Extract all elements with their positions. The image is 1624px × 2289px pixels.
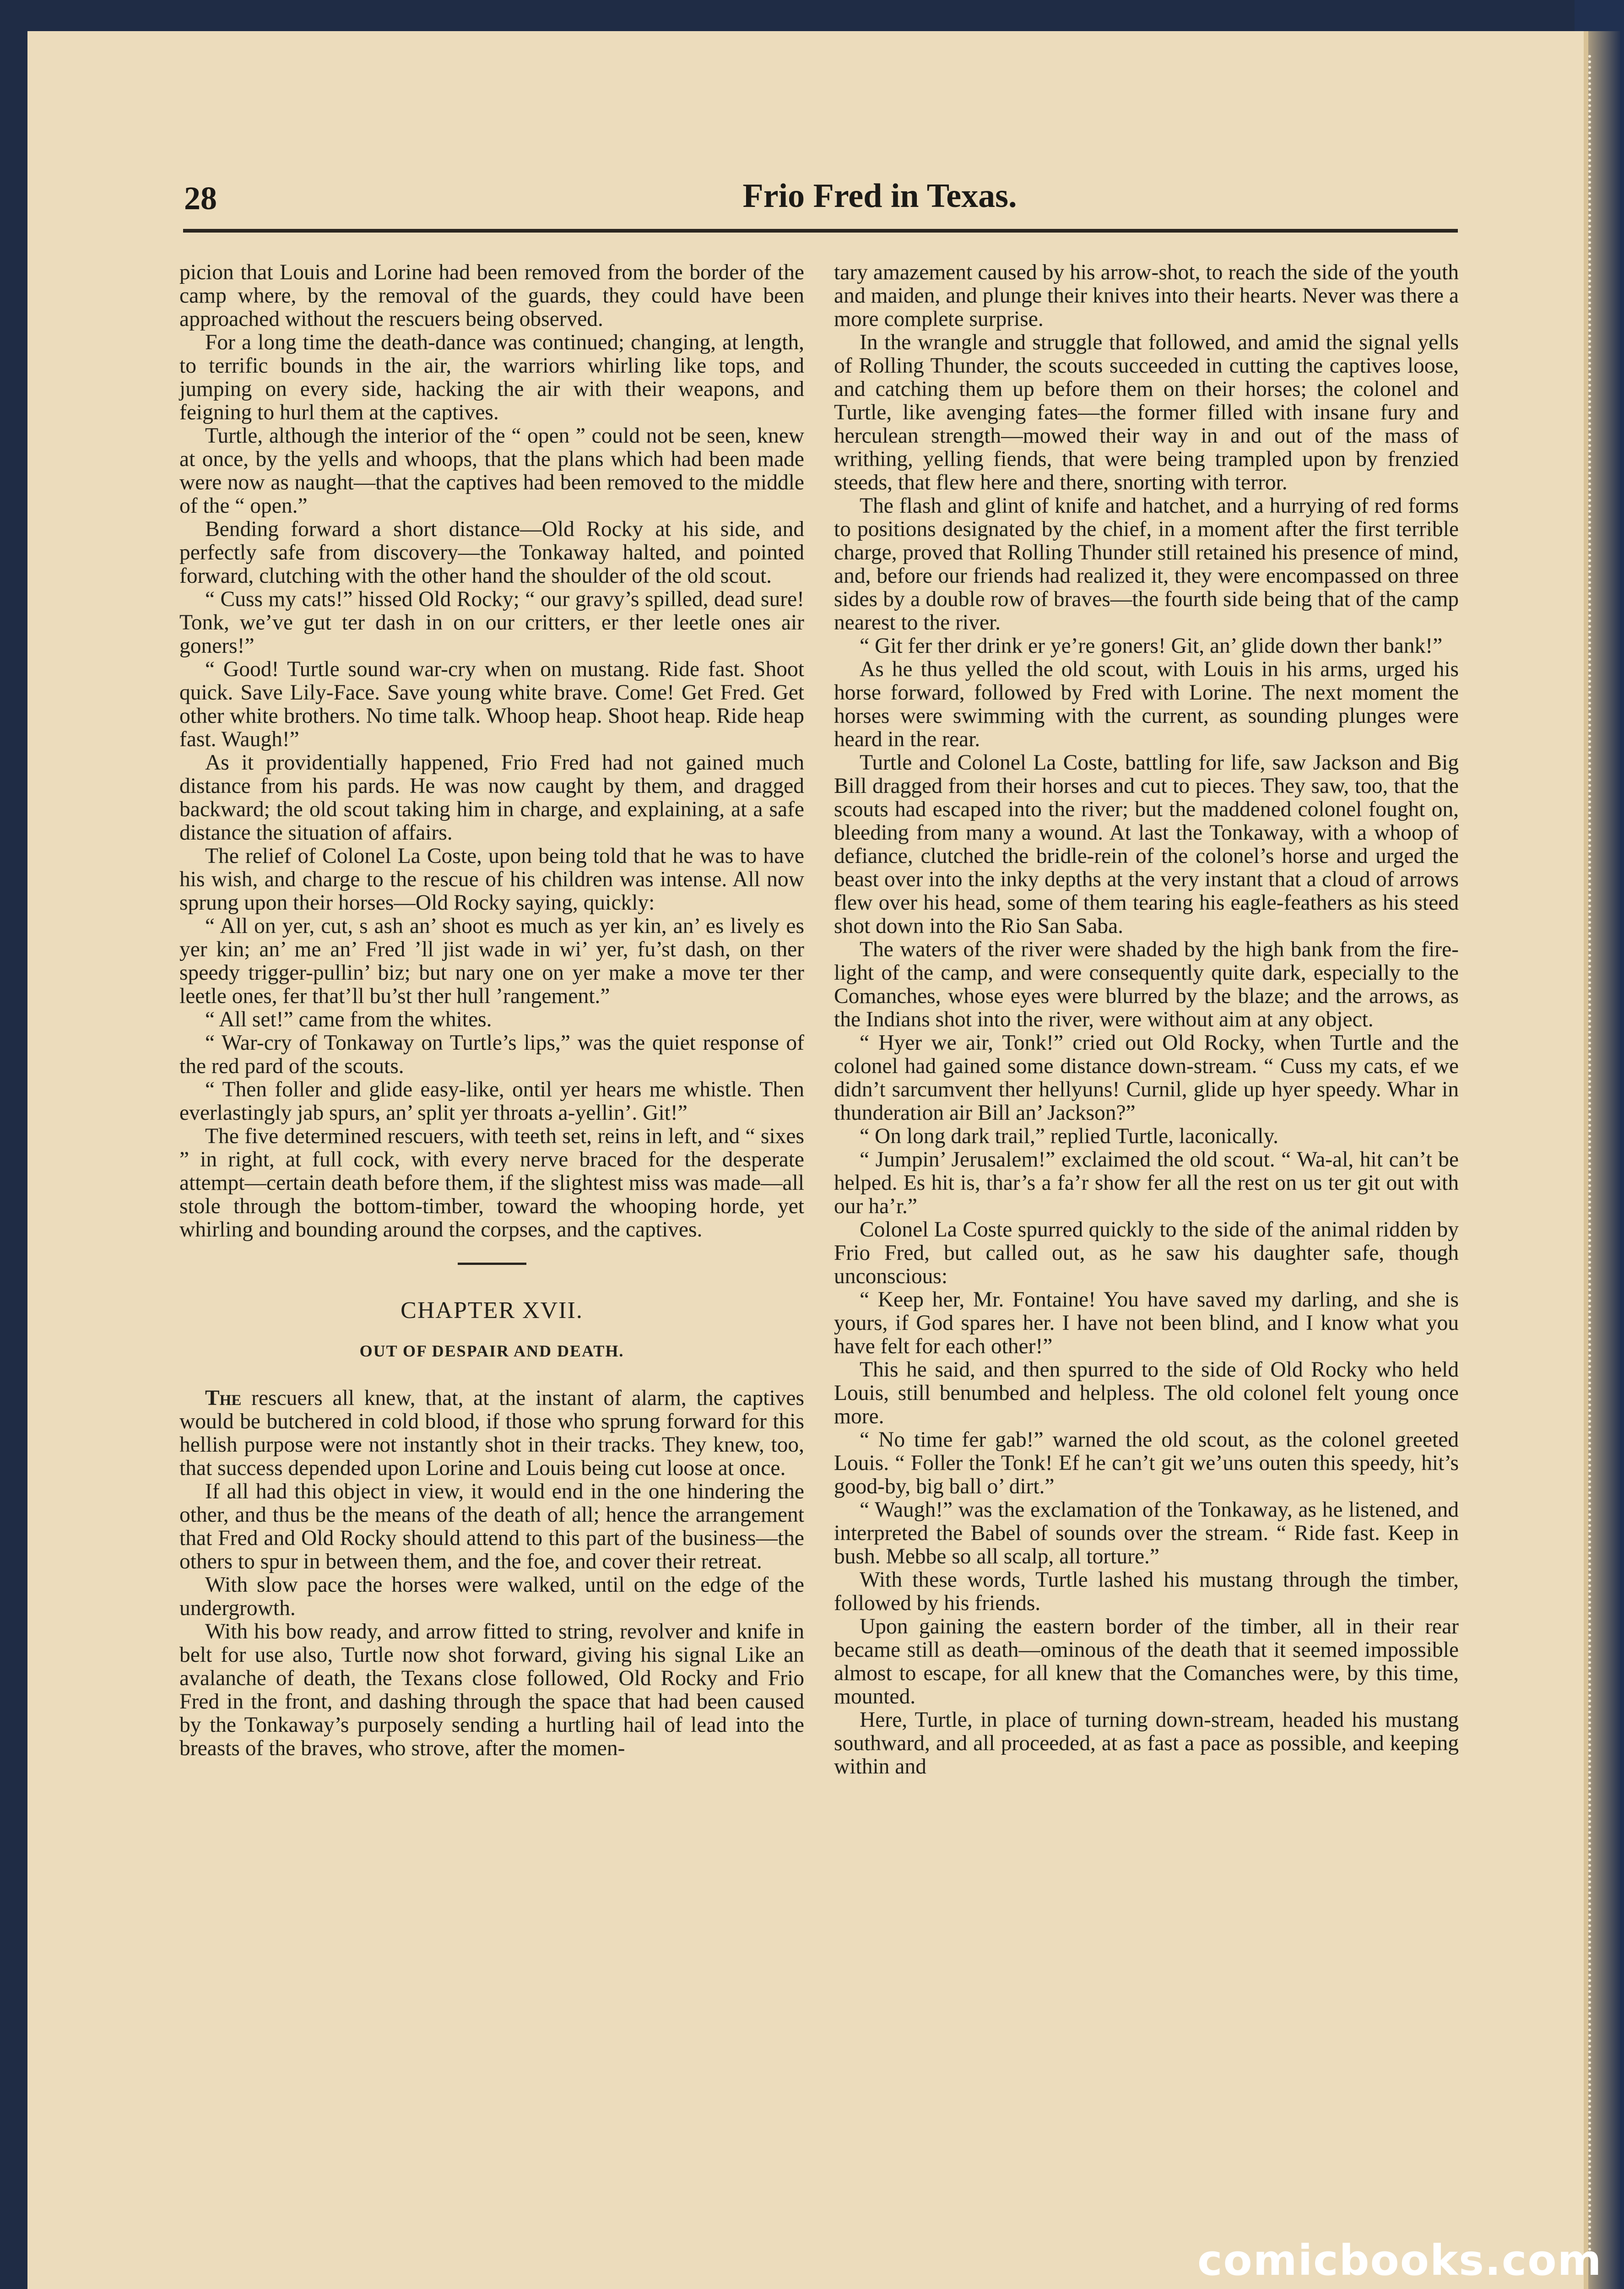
paragraph: As it providentially happened, Frio Fred had not gained much distance from his pards. He was now caught by them, and dragged backward; the old scout taking him in charge, and explaining, at a safe distance the situation of affairs. <box>179 751 804 845</box>
paragraph: With these words, Turtle lashed his mustang through the timber, followed by his friends. <box>834 1568 1459 1615</box>
paragraph: “ All set!” came from the whites. <box>205 1008 492 1031</box>
paragraph: Turtle and Colonel La Coste, battling for life, saw Jackson and Big Bill dragged from their horses and cut to pieces. They saw, too, that the scouts had escaped into the river; but the maddened colonel fought on, bleeding from many a wound. At last the Tonkaway, with a whoop of defiance, clutched the bridle-rein of the colonel’s horse and urged the beast over into the inky depths at the very instant that a cloud of arrows flew over his head, some of them tearing his eagle-feathers as his steed shot down into the Rio San Saba. <box>834 751 1459 938</box>
paragraph: For a long time the death-dance was continued; changing, at length, to terrific bounds in the air, the warriors whirling like tops, and jumping on every side, hacking the air with their weapons, and feigning to hurl them at the captives. <box>179 331 804 424</box>
running-header <box>184 179 1456 223</box>
paragraph: “ No time fer gab!” warned the old scout, as the colonel greeted Louis. “ Foller the Tonk! Ef he can’t git we’uns outen this speedy, hit’s good-by, big ball o’ dirt.” <box>834 1428 1459 1498</box>
binding-stitches <box>1588 55 1609 2252</box>
right-column <box>834 261 1459 1779</box>
paragraph: Turtle, although the interior of the “ open ” could not be seen, knew at once, by the yells and whoops, that the plans which had been made were now as naught—that the captives had been removed to the middle of the “ open.” <box>179 424 804 518</box>
paragraph: tary amazement caused by his arrow-shot, to reach the side of the youth and maiden, and plunge their knives into their hearts. Never was there a more complete surprise. <box>834 260 1459 331</box>
paragraph: “ Keep her, Mr. Fontaine! You have saved my darling, and she is yours, if God spares her. I have not been blind, and I know what you have felt for each other!” <box>834 1288 1459 1358</box>
page-number: 28 <box>184 180 217 217</box>
paragraph: Colonel La Coste spurred quickly to the side of the animal ridden by Frio Fred, but called out, as he saw his daughter safe, though unconscious: <box>834 1218 1459 1288</box>
paragraph: “ Jumpin’ Jerusalem!” exclaimed the old scout. “ Wa-al, hit can’t be helped. Es hit is, thar’s a fa’r show fer all the rest on us ter git out with our ha’r.” <box>834 1148 1459 1218</box>
paragraph: This he said, and then spurred to the side of Old Rocky who held Louis, still benumbed and helpless. The old colonel felt young once more. <box>834 1358 1459 1428</box>
paragraph: Here, Turtle, in place of turning down-stream, headed his mustang southward, and all proceeded, at as fast a pace as possible, and keeping within and <box>834 1708 1459 1779</box>
paragraph: If all had this object in view, it would end in the one hindering the other, and thus be the means of the death of all; hence the arrangement that Fred and Old Rocky should attend to this part of the business—the others to spur in between them, and the foe, and cover their retreat. <box>179 1480 804 1573</box>
paragraph: “ Cuss my cats!” hissed Old Rocky; “ our gravy’s spilled, dead sure! Tonk, we’ve gut ter dash in on our critters, er ther leetle ones air goners!” <box>179 587 804 658</box>
paragraph: “ All on yer, cut, s ash an’ shoot es much as yer kin, an’ es lively es yer kin; an’ me an’ Fred ’ll jist wade in wi’ yer, fu’st dash, on ther speedy trigger-pullin’ biz; but nary one on yer make a move ter ther leetle ones, fer that’ll bu’st ther hull ’rangement.” <box>179 914 804 1008</box>
paragraph: Bending forward a short distance—Old Rocky at his side, and perfectly safe from discovery—the Tonkaway halted, and pointed forward, clutching with the other hand the shoulder of the old scout. <box>179 517 804 588</box>
chapter-title: CHAPTER XVII. <box>401 1297 583 1323</box>
paragraph: With slow pace the horses were walked, until on the edge of the undergrowth. <box>179 1573 804 1620</box>
paragraph: The flash and glint of knife and hatchet, and a hurrying of red forms to positions designated by the chief, in a moment after the first terrible charge, proved that Rolling Thunder still retained his presence of mind, and, before our friends had realized it, they were encompassed on three sides by a double row of braves—the fourth side being that of the camp nearest to the river. <box>834 494 1459 635</box>
paragraph: “ Hyer we air, Tonk!” cried out Old Rocky, when Turtle and the colonel had gained some distance down-stream. “ Cuss my cats, ef we didn’t sarcumvent ther hellyuns! Curnil, glide up hyer speedy. Whar in thunderation air Bill an’ Jackson?” <box>834 1031 1459 1125</box>
paragraph: The waters of the river were shaded by the high bank from the fire-light of the camp, and were consequently quite dark, especially to the Comanches, whose eyes were blurred by the blaze; and the arrows, as the Indians shot into the river, were without aim at any object. <box>834 938 1459 1031</box>
left-column <box>179 261 804 1760</box>
paragraph: “ Waugh!” was the exclamation of the Tonkaway, as he listened, and interpreted the Babel of sounds over the stream. “ Ride fast. Keep in bush. Mebbe so all scalp, all torture.” <box>834 1498 1459 1568</box>
paragraph: “ War-cry of Tonkaway on Turtle’s lips,” was the quiet response of the red pard of the scouts. <box>179 1031 804 1078</box>
paragraph: “ Git fer ther drink er ye’re goners! Git, an’ glide down ther bank!” <box>860 634 1443 658</box>
paragraph: In the wrangle and struggle that followed, and amid the signal yells of Rolling Thunder, the scouts succeeded in cutting the captives loose, and catching them up before them on their horses; the colonel and Turtle, like avenging fates—the former filled with insane fury and herculean strength—mowed their way in and out of the mass of writhing, yelling fiends, that were being trampled upon by frenzied steeds, that flew here and there, snorting with terror. <box>834 331 1459 494</box>
chapter-subtitle: OUT OF DESPAIR AND DEATH. <box>359 1342 624 1360</box>
paragraph: With his bow ready, and arrow fitted to string, revolver and knife in belt for use also, Turtle now shot forward, giving his signal Like an avalanche of death, the Texans close followed, Old Rocky and Frio Fred in the front, and dashing through the space that had been caused by the Tonkaway’s purposely sending a hurtling hail of lead into the breasts of the braves, who strove, after the momen- <box>179 1620 804 1760</box>
watermark: comicbooks.com <box>1197 2236 1602 2285</box>
paragraph: “ Then foller and glide easy-like, ontil yer hears me whistle. Then everlastingly jab spurs, an’ split yer throats a-yellin’. Git!” <box>179 1078 804 1125</box>
running-title: Frio Fred in Texas. <box>742 177 1017 215</box>
paragraph: The five determined rescuers, with teeth set, reins in left, and “ sixes ” in right, at full cock, with every nerve braced for the desperate attempt—certain death before them, if the slightest miss was made—all stole through the bottom-timber, toward the whooping horde, yet whirling and bounding around the corpses, and the captives. <box>179 1124 804 1242</box>
paragraph: “ Good! Turtle sound war-cry when on mustang. Ride fast. Shoot quick. Save Lily-Face. Save young white brave. Come! Get Fred. Get other white brothers. No time talk. Whoop heap. Shoot heap. Ride heap fast. Waugh!” <box>179 657 804 751</box>
chapter-opening-paragraph <box>179 1387 804 1480</box>
paragraph: As he thus yelled the old scout, with Louis in his arms, urged his horse forward, followed by Fred with Lorine. The next moment the horses were swimming with the current, as sounding plunges were heard in the rear. <box>834 657 1459 751</box>
paragraph: The relief of Colonel La Coste, upon being told that he was to have his wish, and charge to the rescue of his children was intense. All now sprung upon their horses—Old Rocky saying, quickly: <box>179 844 804 915</box>
header-rule <box>183 229 1458 233</box>
paragraph: Upon gaining the eastern border of the timber, all in their rear became still as death—ominous of the death that it seemed impossible almost to escape, for all knew that the Comanches were, by this time, mounted. <box>834 1615 1459 1709</box>
paragraph: picion that Louis and Lorine had been removed from the border of the camp where, by the removal of the guards, they could have been approached without the rescuers being observed. <box>179 260 804 331</box>
opening-text: rescuers all knew, that, at the instant of alarm, the captives would be butchered in cold blood, if those who sprung forward for this hellish purpose were not instantly shot in their tracks. They knew, too, that success depended upon Lorine and Louis being cut loose at once. <box>179 1386 804 1480</box>
chapter-divider <box>458 1263 526 1265</box>
opening-word: The <box>205 1386 242 1410</box>
paragraph: “ On long dark trail,” replied Turtle, laconically. <box>860 1124 1279 1148</box>
